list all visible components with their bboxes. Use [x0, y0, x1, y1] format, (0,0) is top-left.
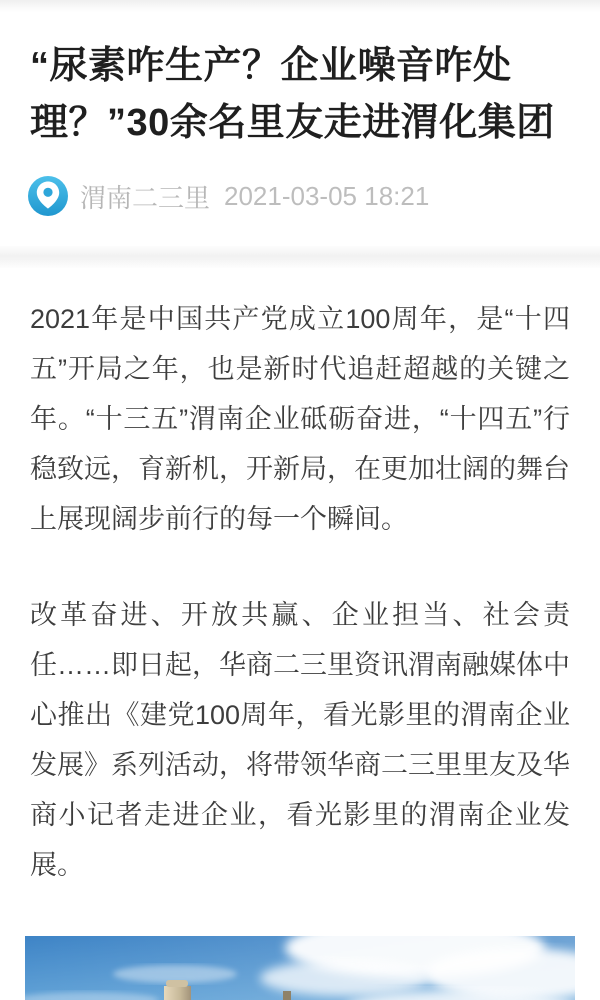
factory-towers-photo[interactable]	[25, 936, 575, 1000]
source-name[interactable]: 渭南二三里	[80, 182, 211, 213]
article-title: “尿素咋生产？企业噪音咋处理？”30余名里友走进渭化集团	[30, 45, 555, 144]
top-divider	[0, 0, 600, 12]
source-badge[interactable]	[28, 176, 68, 216]
article-paragraph: 2021年是中国共产党成立100周年，是“十四五”开局之年，也是新时代追赶超越的关键之年。“十三五”渭南企业砥砺奋进，“十四五”行稳致远，育新机，开新局，在更加壮阔的舞台上展现阔步前行的每一个瞬间。	[30, 304, 570, 534]
article-body	[0, 268, 600, 890]
publish-timestamp: 2021-03-05 18:21	[224, 180, 430, 211]
article-paragraph: 改革奋进、开放共赢、企业担当、社会责任……即日起，华商二三里资讯渭南融媒体中心推出《建党100周年，看光影里的渭南企业发展》系列活动，将带领华商二三里里友及华商小记者走进企业，看光影里的渭南企业发展。	[30, 600, 570, 880]
section-divider	[0, 246, 600, 268]
byline	[28, 176, 570, 216]
location-pin-icon	[28, 174, 68, 219]
